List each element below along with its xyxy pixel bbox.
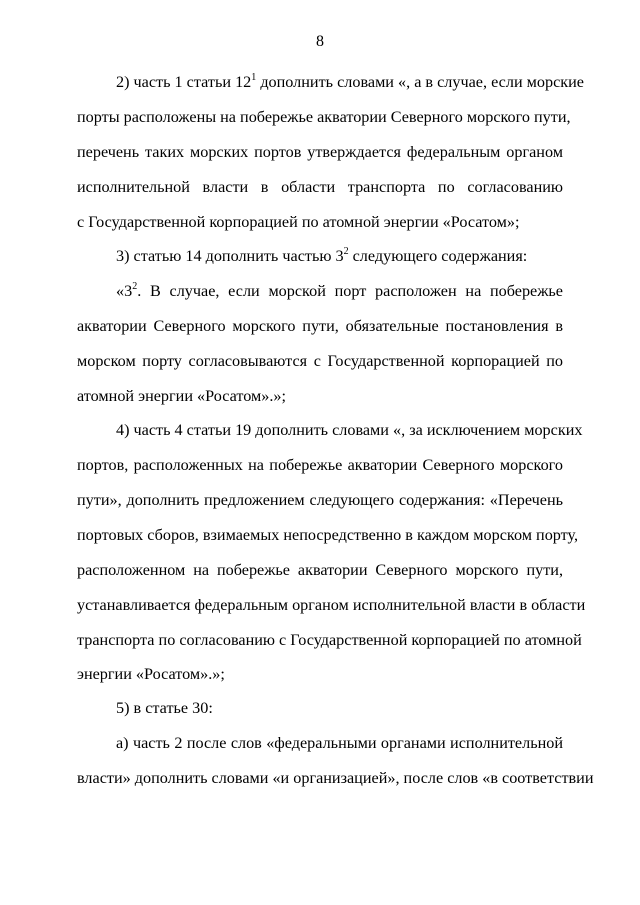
paragraph-line: расположенном на побережье акватории Северного морского пути, xyxy=(77,561,563,579)
paragraph-line: портовых сборов, взимаемых непосредственно в каждом морском порту, xyxy=(77,526,579,544)
paragraph-line: транспорта по согласованию с Государственной корпорацией по атомной xyxy=(77,631,582,649)
paragraph-line: морском порту согласовываются с Государственной корпорацией по xyxy=(77,352,563,370)
paragraph-line: портов, расположенных на побережье акватории Северного морского xyxy=(77,456,563,474)
paragraph-line: устанавливается федеральным органом исполнительной власти в области xyxy=(77,596,586,614)
paragraph-line: энергии «Росатом».»; xyxy=(77,665,225,683)
paragraph-line: 5) в статье 30: xyxy=(116,699,213,717)
paragraph-line: власти» дополнить словами «и организацией», после слов «в соответствии xyxy=(77,769,594,787)
paragraph-line: акватории Северного морского пути, обязательные постановления в xyxy=(77,317,563,335)
paragraph-line: а) часть 2 после слов «федеральными органами исполнительной xyxy=(116,734,563,752)
paragraph-line: 3) статью 14 дополнить частью $3^2$ следующего содержания: xyxy=(116,245,528,265)
paragraph-line: атомной энергии «Росатом».»; xyxy=(77,387,286,405)
paragraph-line: с Государственной корпорацией по атомной энергии «Росатом»; xyxy=(77,213,520,231)
page-number: 8 xyxy=(316,33,324,50)
paragraph-line: «$3^2$. В случае, если морской порт расположен на побережье xyxy=(116,280,563,300)
paragraph-line: 2) часть 1 статьи $12^1$ дополнить словами «, а в случае, если морские xyxy=(116,71,584,91)
paragraph-line: порты расположены на побережье акватории Северного морского пути, xyxy=(77,108,571,126)
paragraph-line: исполнительной власти в области транспорта по согласованию xyxy=(77,178,563,196)
paragraph-line: перечень таких морских портов утверждается федеральным органом xyxy=(77,143,563,161)
paragraph-line: 4) часть 4 статьи 19 дополнить словами «, за исключением морских xyxy=(116,421,583,439)
paragraph-line: пути», дополнить предложением следующего содержания: «Перечень xyxy=(77,491,563,509)
